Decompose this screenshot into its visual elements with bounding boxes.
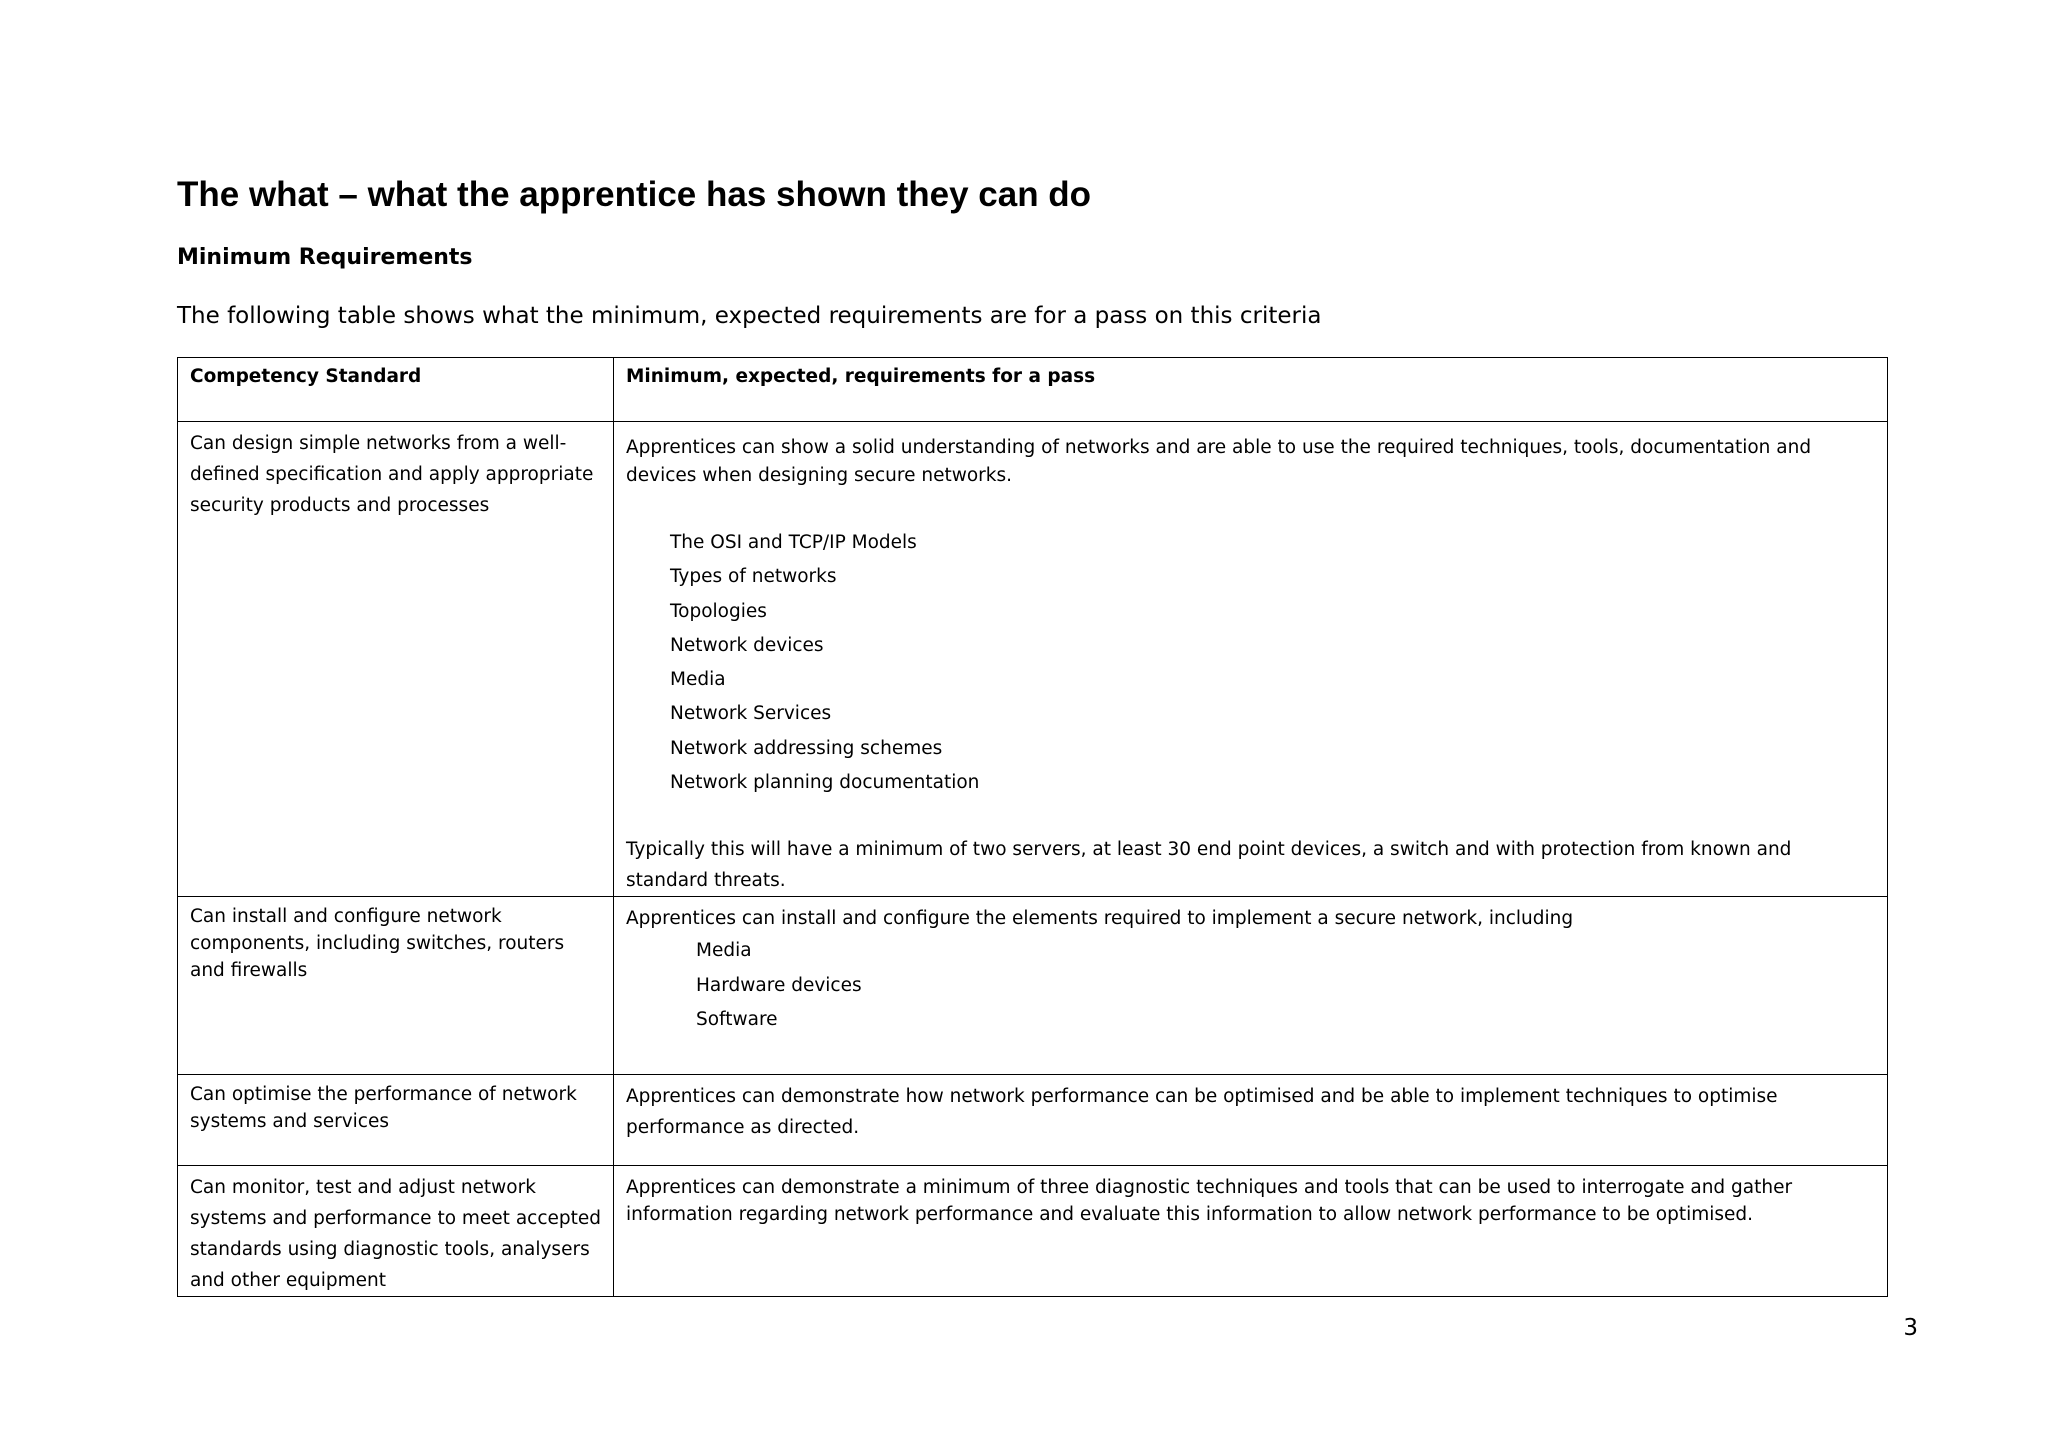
list-item: Hardware devices: [696, 974, 862, 996]
requirements-cell: [614, 1166, 1888, 1297]
table-header-row: [178, 358, 1888, 422]
requirements-cell: [614, 1075, 1888, 1166]
requirements-intro: Apprentices can demonstrate how network performance can be optimised and be able to implement techniques to optimise performance as directed.: [626, 1086, 1778, 1139]
requirements-cell: [614, 422, 1888, 897]
table-row: [178, 897, 1888, 1075]
competency-standard-cell: [178, 897, 614, 1075]
requirements-intro: Apprentices can show a solid understanding of networks and are able to use the required techniques, tools, documentation and devices when designing secure networks.: [626, 437, 1812, 486]
list-item: Software: [696, 1009, 778, 1031]
competency-standard-cell: [178, 1166, 614, 1297]
competency-standard-text: Can optimise the performance of network systems and services: [190, 1084, 577, 1133]
requirements-table: [177, 357, 1888, 1297]
table-row: [178, 1166, 1888, 1297]
list-item: Topologies: [670, 600, 767, 622]
list-item: Network addressing schemes: [670, 737, 943, 759]
competency-standard-text: Can monitor, test and adjust network systems and performance to meet accepted standards using diagnostic tools, analysers and other equipment: [190, 1177, 602, 1292]
intro-paragraph: The following table shows what the minimum, expected requirements are for a pass on this criteria: [177, 303, 1322, 329]
requirements-intro: Apprentices can install and configure the elements required to implement a secure network, including: [626, 908, 1574, 930]
list-item: Media: [696, 940, 752, 962]
competency-standard-text: Can install and configure network components, including switches, routers and firewalls: [190, 906, 565, 982]
table-row: [178, 422, 1888, 897]
requirements-intro: Apprentices can demonstrate a minimum of three diagnostic techniques and tools that can be used to interrogate and gather information regarding network performance and evaluate this information to allow network performance to be optimised.: [626, 1177, 1793, 1226]
list-item: Network planning documentation: [670, 772, 980, 794]
list-item: Media: [670, 669, 726, 691]
list-item: The OSI and TCP/IP Models: [670, 532, 917, 553]
list-item: Types of networks: [670, 566, 837, 588]
table-row: [178, 1075, 1888, 1166]
competency-standard-cell: [178, 1075, 614, 1166]
list-item: Network devices: [670, 634, 824, 656]
section-heading: Minimum Requirements: [177, 245, 473, 270]
element-list: [696, 934, 1877, 1038]
list-item: Network Services: [670, 703, 832, 725]
requirements-note: Typically this will have a minimum of two servers, at least 30 end point devices, a switch and with protection from known and standard threats.: [626, 839, 1792, 892]
requirements-cell: [614, 897, 1888, 1075]
competency-standard-text: Can design simple networks from a well-defined specification and apply appropriate security products and processes: [190, 433, 594, 516]
column-header-requirements: Minimum, expected, requirements for a pass: [614, 358, 1888, 422]
topic-list: [670, 526, 1877, 800]
column-header-competency-standard: Competency Standard: [178, 358, 614, 422]
page-number: 3: [1903, 1315, 1918, 1341]
page-title: The what – what the apprentice has shown they can do: [177, 175, 1092, 214]
competency-standard-cell: [178, 422, 614, 897]
